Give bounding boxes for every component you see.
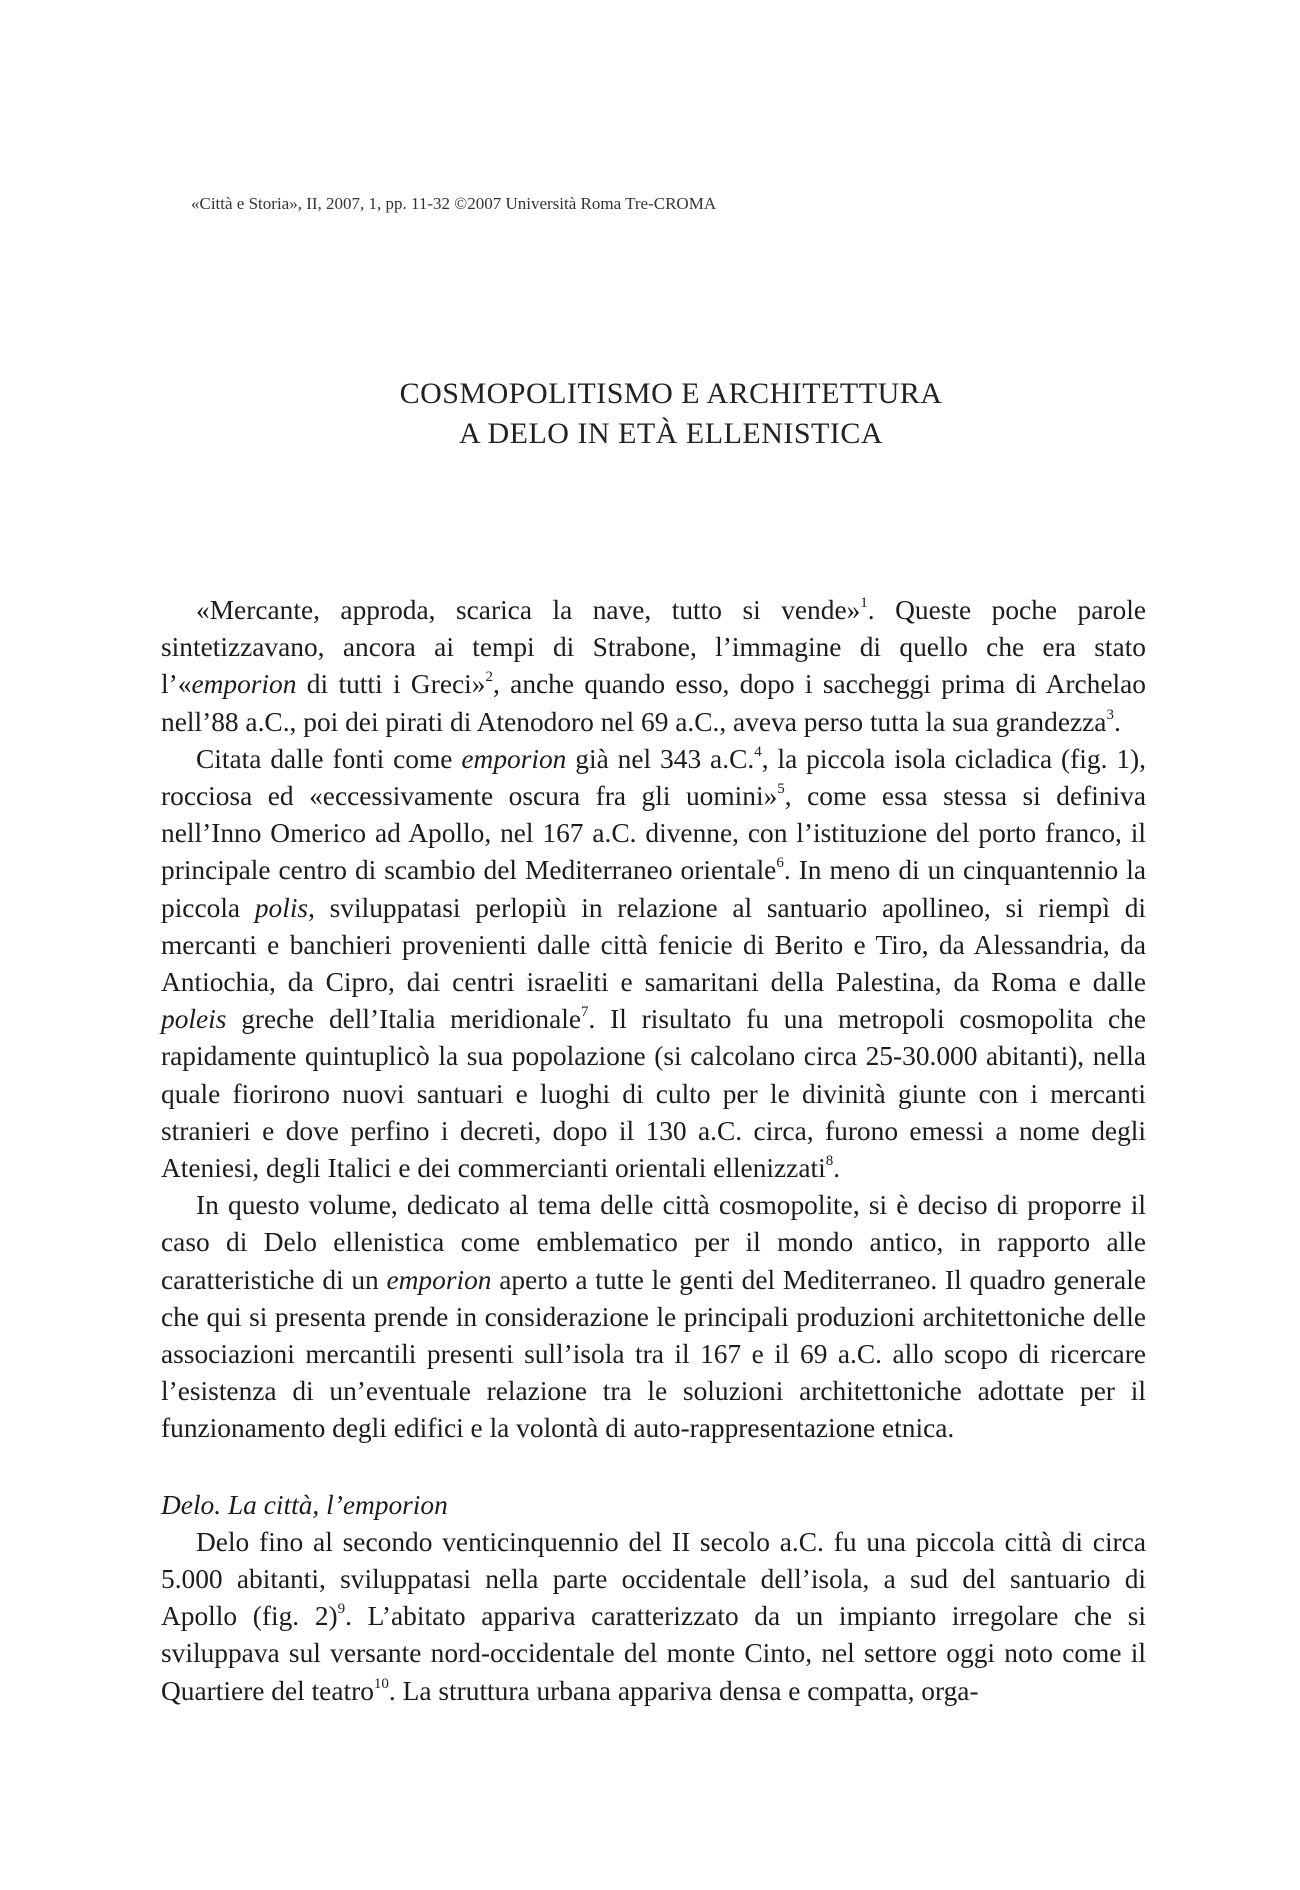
text-run: , come essa stessa si definiva nell’Inno Omerico ad Apollo, nel 167 a.C. divenne, con l’istituzione del porto franco, il principale centro di scambio del Mediterraneo orientale	[161, 781, 1146, 886]
text-run: Citata dalle fonti come	[196, 743, 462, 774]
footnote-ref-4: 4	[754, 743, 762, 760]
article-body	[161, 592, 1146, 1710]
italic-term: emporion	[386, 1264, 492, 1295]
article-title-line-1: COSMOPOLITISMO E ARCHITETTURA	[399, 377, 943, 410]
footnote-ref-2: 2	[485, 669, 493, 686]
text-run: . Il risultato fu una metropoli cosmopolita che rapidamente quintuplicò la sua popolazione (si calcolano circa 25-30.000 abitanti), nella quale fiorirono nuovi santuari e luoghi di culto per le divinità giunte con i mercanti stranieri e dove perfino i decreti, dopo il 130 a.C. circa, furono emessi a nome degli Ateniesi, degli Italici e dei commercianti orientali ellenizzati	[161, 1004, 1146, 1184]
section-heading: Delo. La città, l’emporion	[161, 1489, 448, 1520]
text-run: . In meno di un cinquantennio la piccola	[161, 855, 1146, 923]
text-run: di tutti i Greci»	[296, 669, 486, 700]
footnote-ref-6: 6	[776, 855, 784, 872]
text-run: aperto a tutte le genti del Mediterraneo. Il quadro generale che qui si presenta prende in considerazione le principali produzioni architettoniche delle associazioni mercantili presenti sull’isola tra il 167 e il 69 a.C. allo scopo di ricercare l’esistenza di un’eventuale relazione tra le soluzioni architettoniche adottate per il funzionamento degli edifici e la volontà di auto-rappresentazione etnica.	[161, 1264, 1146, 1444]
italic-term: polis	[254, 892, 309, 923]
italic-term: emporion	[461, 743, 567, 774]
text-run: , sviluppatasi perlopiù in relazione al santuario apollineo, si riempì di mercanti e banchieri provenienti dalle città fenicie di Berito e Tiro, da Alessandria, da Antiochia, da Cipro, dai centri israeliti e samaritani della Palestina, da Roma e dalle	[161, 892, 1146, 998]
paragraph-1	[161, 592, 1146, 741]
text-run: greche dell’Italia meridionale	[226, 1004, 581, 1035]
journal-citation-header: «Città e Storia», II, 2007, 1, pp. 11-32 ©2007 Università Roma Tre-CROMA	[191, 194, 717, 213]
paragraph-3	[161, 1187, 1146, 1447]
text-run: . L’abitato appariva caratterizzato da un impianto irregolare che si sviluppava sul versante nord-occidentale del monte Cinto, nel settore oggi noto come il Quartiere del teatro	[161, 1601, 1146, 1706]
text-run: . Queste poche parole sintetizzavano, ancora ai tempi di Strabone, l’immagine di quello che era stato l’«	[161, 595, 1146, 700]
text-run: .	[1113, 706, 1121, 737]
text-run: In questo volume, dedicato al tema delle città cosmopolite, si è deciso di proporre il caso di Delo ellenistica come emblematico per il mondo antico, in rapporto alle caratteristiche di un	[161, 1190, 1146, 1295]
article-title	[0, 374, 1300, 454]
footnote-ref-10: 10	[373, 1675, 389, 1692]
footnote-ref-7: 7	[581, 1004, 589, 1021]
text-run: , la piccola isola cicladica (fig. 1), rocciosa ed «eccessivamente oscura fra gli uomini»	[161, 743, 1146, 812]
italic-term: poleis	[161, 1004, 227, 1035]
text-run: Delo fino al secondo venticinquennio del II secolo a.C. fu una piccola città di circa 5.000 abitanti, sviluppatasi nella parte occidentale dell’isola, a sud del santuario di Apollo (fig. 2)	[161, 1526, 1146, 1632]
paragraph-4	[161, 1524, 1146, 1710]
text-run: già nel 343 a.C.	[566, 743, 755, 774]
footnote-ref-9: 9	[337, 1601, 346, 1618]
footnote-ref-5: 5	[777, 781, 785, 798]
text-run: , anche quando esso, dopo i saccheggi prima di Archelao nell’88 a.C., poi dei pirati di Atenodoro nel 69 a.C., aveva perso tutta la sua grandezza	[161, 669, 1146, 737]
text-run: . La struttura urbana appariva densa e compatta, orga-	[388, 1675, 979, 1706]
article-title-line-2: A DELO IN ETÀ ELLENISTICA	[458, 417, 884, 450]
paragraph-2	[161, 741, 1146, 1187]
text-run: .	[833, 1153, 841, 1184]
footnote-ref-3: 3	[1106, 706, 1114, 723]
footnote-ref-8: 8	[825, 1153, 834, 1170]
italic-term: emporion	[191, 669, 297, 700]
footnote-ref-1: 1	[860, 595, 868, 611]
text-run: «Mercante, approda, scarica la nave, tutto si vende»	[196, 595, 861, 625]
